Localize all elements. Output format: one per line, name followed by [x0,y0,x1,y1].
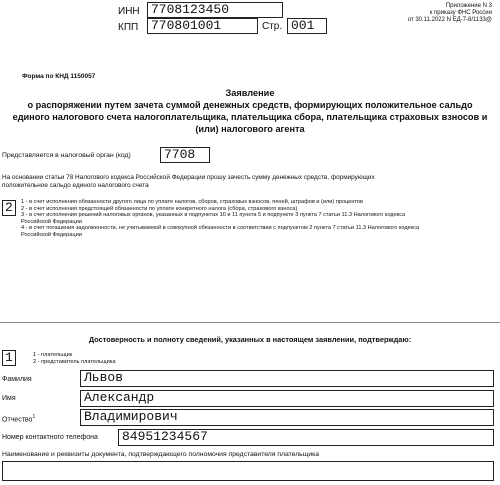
purpose-code-field[interactable]: 2 [2,200,16,216]
phone-field[interactable]: 84951234567 [118,429,494,446]
form-code: Форма по КНД 1150057 [22,73,96,80]
tax-authority-label: Представляется в налоговый орган (код) [2,152,131,159]
section-divider [0,322,500,323]
patronymic-label: Отчество$^1$ [2,414,36,424]
purpose-options: 1 - в счет исполнения обязанности другого лица по уплате налогов, сборов, страховых взносов, пеней, штрафов и (или) процентов 2 - в счет исполнения предстоящей обязанности по уплате конкретного налога (сбора, страхового взноса) 3 - в счет исполнения решений налоговых органов, указанных в подпунктах 10 и 11 пункта 5 и подпункте 3 пункта 7 статьи 11.3 Налогового кодекса Российской Федерации 4 - в счет погашения задолженности, не учитываемой в совокупной обязанности в соответствии с подпунктом 2 пункта 7 статьи 11.3 Налогового кодекса Российской Федерации [21,199,420,238]
page-label: Стр. [262,21,283,32]
kpp-label: КПП [118,22,139,33]
name-field[interactable]: Александр [80,390,494,407]
phone-label: Номер контактного телефона [2,434,98,441]
patronymic-field[interactable]: Владимирович [80,409,494,426]
document-field[interactable] [2,461,494,481]
surname-field[interactable]: Львов [80,370,494,387]
surname-label: Фамилия [2,376,32,383]
confirmation-options: 1 - плательщик 2 - представитель плательщика [33,352,116,365]
basis-text: На основании статьи 78 Налогового кодекса Российской Федерации прошу зачесть сумму денежных средств, формирующих положительное сальдо единого налогового счета [2,174,375,189]
page-number-field[interactable]: 001 [287,18,327,34]
form-title: Заявление о распоряжении путем зачета суммой денежных средств, формирующих положительное сальдо единого налогового счета налогоплательщика, плательщика сбора, плательщика страховых взносов и (или) налогового агента [12,88,488,134]
confirmation-heading: Достоверность и полноту сведений, указанных в настоящем заявлении, подтверждаю: [88,335,412,344]
inn-field[interactable]: 7708123450 [147,2,283,18]
kpp-field[interactable]: 770801001 [147,18,258,34]
confirmation-code-field[interactable]: 1 [2,350,16,366]
tax-authority-code-field[interactable]: 7708 [160,147,210,163]
inn-label: ИНН [118,6,140,17]
name-label: Имя [2,395,16,402]
document-label: Наименование и реквизиты документа, подтверждающего полномочия представителя плательщика [2,451,320,458]
appendix-note: Приложение N 3 к приказу ФНС России от 30.11.2022 N ЕД-7-8/1133@ [407,3,492,23]
